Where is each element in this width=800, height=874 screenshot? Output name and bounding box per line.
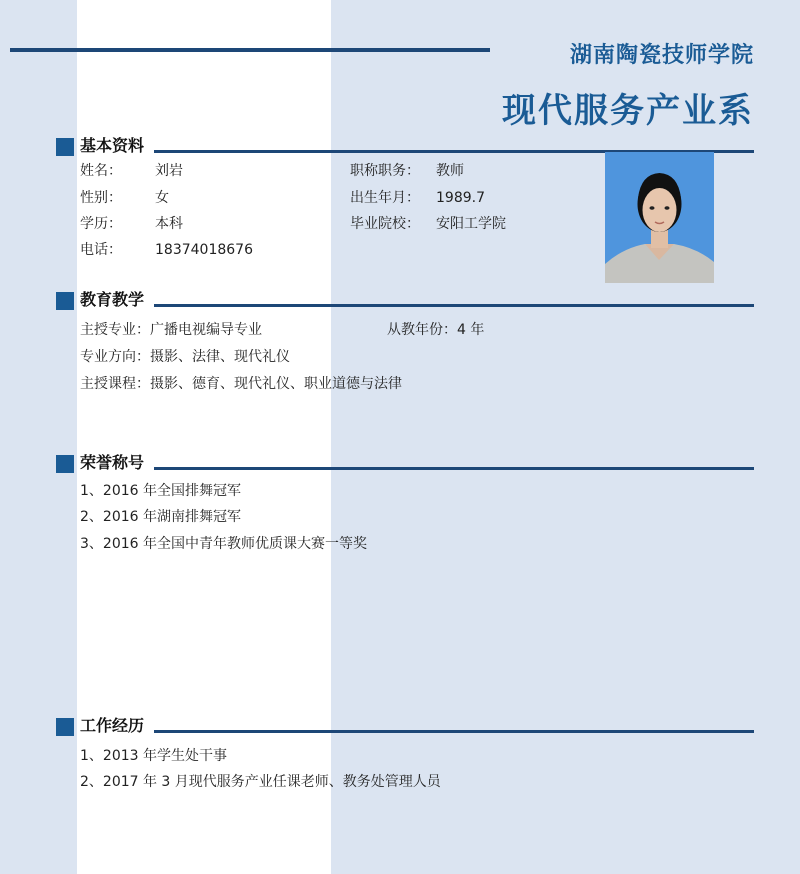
portrait-illustration — [605, 152, 714, 283]
section-marker — [56, 718, 74, 736]
section-divider — [154, 304, 754, 307]
section-title: 基本资料 — [80, 136, 145, 155]
name-label: 姓名： — [80, 163, 122, 179]
birth-value: 1989.7 — [436, 190, 485, 206]
work-item: 1、2013 年学生处干事 — [80, 748, 227, 764]
section-divider — [154, 730, 754, 733]
education-value: 本科 — [155, 216, 183, 232]
section-title: 教育教学 — [80, 290, 145, 309]
phone-value: 18374018676 — [155, 242, 253, 258]
school-name: 湖南陶瓷技师学院 — [569, 43, 754, 68]
section-marker — [56, 292, 74, 310]
section-marker — [56, 455, 74, 473]
department-name: 现代服务产业系 — [502, 91, 754, 131]
header-rule — [10, 48, 490, 52]
section-marker — [56, 138, 74, 156]
section-title: 工作经历 — [80, 716, 145, 735]
phone-label: 电话： — [80, 242, 122, 258]
section-honors — [56, 453, 754, 475]
gender-value: 女 — [155, 190, 169, 206]
graduated-value: 安阳工学院 — [436, 216, 506, 232]
section-title: 荣誉称号 — [80, 453, 145, 472]
section-teaching — [56, 290, 754, 312]
gender-label: 性别： — [80, 190, 122, 206]
birth-label: 出生年月： — [350, 190, 420, 206]
teaching-courses: 主授课程：摄影、德育、现代礼仪、职业道德与法律 — [80, 376, 402, 392]
position-value: 教师 — [436, 163, 464, 179]
education-label: 学历： — [80, 216, 122, 232]
section-work — [56, 716, 754, 738]
graduated-label: 毕业院校： — [350, 216, 420, 232]
section-divider — [154, 467, 754, 470]
teaching-major: 主授专业：广播电视编导专业 — [80, 322, 262, 338]
portrait-photo — [605, 152, 714, 283]
teaching-years: 从教年份：4 年 — [387, 322, 485, 338]
honor-item: 2、2016 年湖南排舞冠军 — [80, 509, 241, 525]
teaching-direction: 专业方向：摄影、法律、现代礼仪 — [80, 349, 290, 365]
position-label: 职称职务： — [350, 163, 420, 179]
name-value: 刘岩 — [155, 163, 183, 179]
work-item: 2、2017 年 3 月现代服务产业任课老师、教务处管理人员 — [80, 774, 441, 790]
left-panel — [0, 0, 77, 874]
honor-item: 1、2016 年全国排舞冠军 — [80, 483, 241, 499]
honor-item: 3、2016 年全国中青年教师优质课大赛一等奖 — [80, 536, 367, 552]
